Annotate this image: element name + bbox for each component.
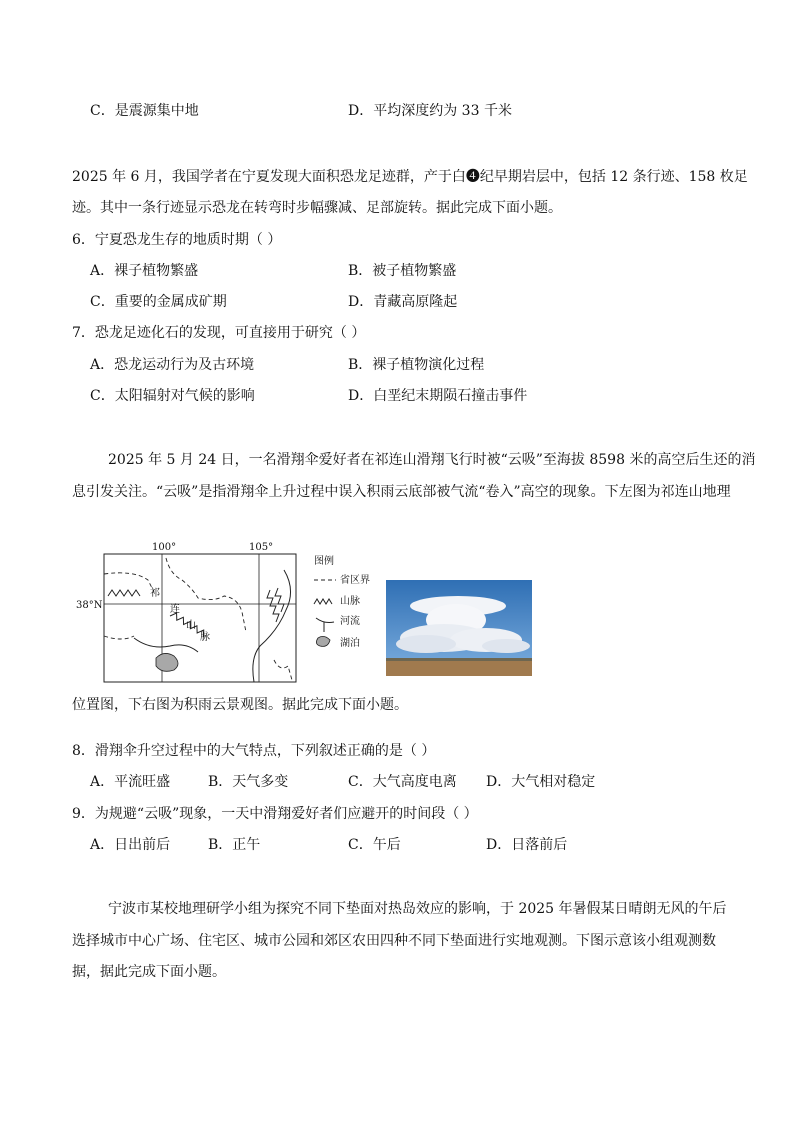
q7-stem: 7．恐龙足迹化石的发现，可直接用于研究（ ）: [72, 325, 366, 341]
mountain-range-symbol: [267, 590, 279, 622]
river: [253, 570, 291, 682]
legend-river-label: 河流: [340, 616, 360, 627]
legend-title: 图例: [314, 556, 334, 567]
passage2-line3: 位置图，下右图为积雨云景观图。据此完成下面小题。: [72, 697, 408, 713]
legend-lake-label: 湖泊: [340, 638, 360, 649]
passage3-line1: 宁波市某校地理研学小组为探究不同下垫面对热岛效应的影响，于 2025 年暑假某日晴朗无风的午后: [108, 901, 727, 917]
range-name-char: 祁: [150, 588, 160, 599]
q5-option-d: D．平均深度约为 33 千米: [348, 103, 512, 119]
q7-option-b: B．裸子植物演化过程: [348, 357, 485, 373]
province-boundary: [166, 558, 246, 632]
cumulonimbus-photo: [386, 580, 532, 676]
province-boundary: [274, 660, 292, 680]
latitude-38-label: 38°N: [76, 600, 103, 611]
lake: [156, 653, 178, 671]
qilian-location-map: [74, 540, 370, 684]
passage2-line2: 息引发关注。“云吸”是指滑翔伞上升过程中误入积雨云底部被气流“卷入”高空的现象。下左图为祁连山地理: [72, 484, 731, 500]
q7-option-c: C．太阳辐射对气候的影响: [90, 388, 255, 404]
q6-option-b: B．被子植物繁盛: [348, 263, 457, 279]
legend-mountain-label: 山脉: [340, 596, 360, 607]
q8-option-b: B．天气多变: [208, 774, 289, 790]
q8-option-a: A．平流旺盛: [90, 774, 171, 790]
q6-option-c: C．重要的金属成矿期: [90, 294, 227, 310]
passage3-line2: 选择城市中心广场、住宅区、城市公园和郊区农田四种不同下垫面进行实地观测。下图示意该小组观测数: [72, 933, 716, 949]
q9-option-b: B．正午: [208, 837, 261, 853]
range-name-char: 山: [186, 620, 196, 631]
legend-boundary-label: 省区界: [340, 575, 370, 586]
q6-option-a: A．裸子植物繁盛: [90, 263, 199, 279]
q9-option-a: A．日出前后: [90, 837, 171, 853]
q7-option-a: A．恐龙运动行为及古环境: [90, 357, 255, 373]
province-boundary: [104, 573, 154, 592]
q9-option-d: D．日落前后: [486, 837, 568, 853]
q9-stem: 9．为规避“云吸”现象，一天中滑翔爱好者们应避开的时间段（ ）: [72, 806, 478, 822]
passage3-line3: 据，据此完成下面小题。: [72, 964, 226, 980]
mountain-range-symbol: [275, 588, 284, 612]
q8-option-d: D．大气相对稳定: [486, 774, 596, 790]
passage1-line2: 迹。其中一条行迹显示恐龙在转弯时步幅骤减、足部旋转。据此完成下面小题。: [72, 200, 562, 216]
q8-option-c: C．大气高度电离: [348, 774, 457, 790]
q9-option-c: C．午后: [348, 837, 401, 853]
mountain-range-symbol: [108, 590, 140, 596]
range-name-char: 连: [170, 604, 180, 615]
q6-option-d: D．青藏高原隆起: [348, 294, 458, 310]
river: [134, 638, 198, 652]
q5-option-c: C．是震源集中地: [90, 103, 199, 119]
passage1-line1: 2025 年 6 月，我国学者在宁夏发现大面积恐龙足迹群，产于白❹纪早期岩层中，包括 12 条行迹、158 枚足: [72, 169, 748, 185]
q8-stem: 8．滑翔伞升空过程中的大气特点，下列叙述正确的是（ ）: [72, 743, 436, 759]
q6-stem: 6．宁夏恐龙生存的地质时期（ ）: [72, 232, 282, 248]
longitude-100-label: 100°: [152, 542, 177, 553]
passage2-line1: 2025 年 5 月 24 日，一名滑翔伞爱好者在祁连山滑翔飞行时被“云吸”至海拔 8598 米的高空后生还的消: [108, 452, 756, 468]
q7-option-d: D．白垩纪末期陨石撞击事件: [348, 388, 528, 404]
range-name-char: 脉: [200, 632, 210, 643]
longitude-105-label: 105°: [249, 542, 274, 553]
province-boundary: [104, 636, 134, 639]
